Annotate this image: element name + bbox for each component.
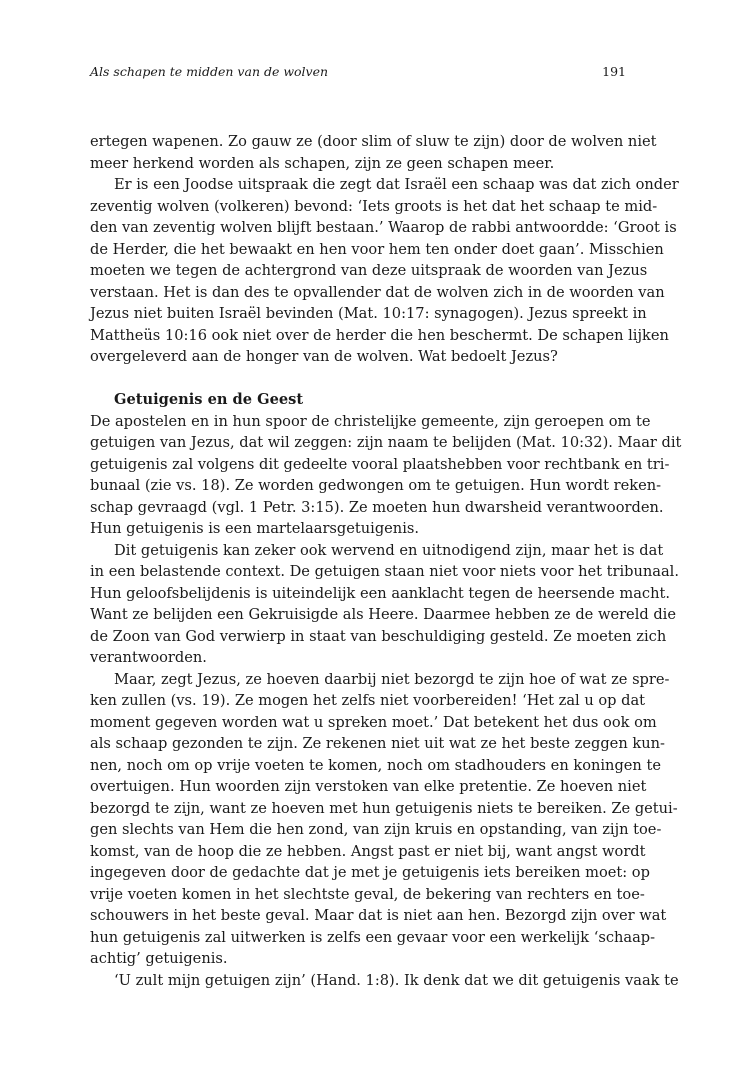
text-line: in een belastende context. De getuigen staan niet voor niets voor het tribunaal.: [90, 563, 679, 580]
text-line: Er is een Joodse uitspraak die zegt dat Israël een schaap was dat zich onder: [114, 176, 679, 193]
running-head-title: Als schapen te midden van de wolven: [90, 64, 329, 79]
section-spacer: [90, 368, 626, 390]
text-line: hun getuigenis zal uitwerken is zelfs een gevaar voor een werkelijk ‘schaap-: [90, 928, 656, 946]
text-line: ertegen wapenen. Zo gauw ze (door slim of sluw te zijn) door de wolven niet: [90, 133, 657, 150]
page-body: [90, 131, 682, 991]
text-line: de Zoon van God verwierp in staat van beschuldiging gesteld. Ze moeten zich: [90, 627, 667, 645]
text-line: schouwers in het beste geval. Maar dat is niet aan hen. Bezorgd zijn over wat: [90, 907, 667, 924]
text-line: meer herkend worden als schapen, zijn ze geen schapen meer.: [90, 154, 555, 172]
text-line: overtuigen. Hun woorden zijn verstoken van elke pretentie. Ze hoeven niet: [90, 778, 647, 795]
text-line: ‘U zult mijn getuigen zijn’ (Hand. 1:8). Ik denk dat we dit getuigenis vaak te: [114, 971, 679, 989]
text-line: Maar, zegt Jezus, ze hoeven daarbij niet bezorgd te zijn hoe of wat ze spre-: [114, 670, 670, 688]
text-line: getuigen van Jezus, dat wil zeggen: zijn naam te belijden (Mat. 10:32). Maar dit: [90, 434, 682, 451]
text-line: gen slechts van Hem die hen zond, van zijn kruis en opstanding, van zijn toe-: [90, 821, 662, 838]
text-line: Hun geloofsbelijdenis is uiteindelijk een aanklacht tegen de heersende macht.: [90, 584, 670, 602]
text-line: ken zullen (vs. 19). Ze mogen het zelfs niet voorbereiden! ‘Het zal u op dat: [90, 692, 646, 709]
text-line: overgeleverd aan de honger van de wolven. Wat bedoelt Jezus?: [90, 348, 558, 365]
text-line: verantwoorden.: [90, 649, 207, 666]
text-line: bunaal (zie vs. 18). Ze worden gedwongen om te getuigen. Hun wordt reken-: [90, 477, 662, 494]
text-line: bezorgd te zijn, want ze hoeven met hun getuigenis niets te bereiken. Ze getui-: [90, 799, 678, 817]
text-line: achtig’ getuigenis.: [90, 950, 228, 967]
text-line: ingegeven door de gedachte dat je met je getuigenis iets bereiken moet: op: [90, 864, 650, 881]
text-line: moeten we tegen de achtergrond van deze uitspraak de woorden van Jezus: [90, 262, 648, 279]
section-heading: Getuigenis en de Geest: [114, 391, 304, 408]
text-line: De apostelen en in hun spoor de christelijke gemeente, zijn geroepen om te: [90, 412, 651, 430]
text-line: Jezus niet buiten Israël bevinden (Mat. 10:17: synagogen). Jezus spreekt in: [90, 305, 647, 322]
text-line: den van zeventig wolven blijft bestaan.’ Waarop de rabbi antwoordde: ‘Groot is: [90, 219, 677, 236]
text-line: vrije voeten komen in het slechtste geval, de bekering van rechters en toe-: [90, 885, 645, 903]
text-line: Hun getuigenis is een martelaarsgetuigenis.: [90, 520, 419, 537]
text-line: komst, van de hoop die ze hebben. Angst past er niet bij, want angst wordt: [90, 842, 646, 860]
text-line: getuigenis zal volgens dit gedeelte vooral plaatshebben voor rechtbank en tri-: [90, 455, 670, 473]
text-line: zeventig wolven (volkeren) bevond: ‘Iets groots is het dat het schaap te mid-: [90, 197, 658, 215]
text-line: moment gegeven worden wat u spreken moet.’ Dat betekent het dus ook om: [90, 713, 657, 731]
text-line: Mattheüs 10:16 ook niet over de herder die hen beschermt. De schapen lijken: [90, 326, 669, 344]
text-line: de Herder, die het bewaakt en hen voor hem ten onder doet gaan’. Misschien: [90, 240, 664, 258]
text-line: verstaan. Het is dan des te opvallender dat de wolven zich in de woorden van: [90, 283, 665, 301]
text-line: schap gevraagd (vgl. 1 Petr. 3:15). Ze moeten hun dwarsheid verantwoorden.: [90, 498, 664, 516]
text-line: nen, noch om op vrije voeten te komen, noch om stadhouders en koningen te: [90, 756, 661, 774]
text-line: Dit getuigenis kan zeker ook wervend en uitnodigend zijn, maar het is dat: [114, 541, 664, 559]
text-line: Want ze belijden een Gekruisigde als Heere. Daarmee hebben ze de wereld die: [90, 606, 676, 623]
page-number: 191: [602, 64, 626, 79]
text-line: als schaap gezonden te zijn. Ze rekenen niet uit wat ze het beste zeggen kun-: [90, 735, 665, 752]
